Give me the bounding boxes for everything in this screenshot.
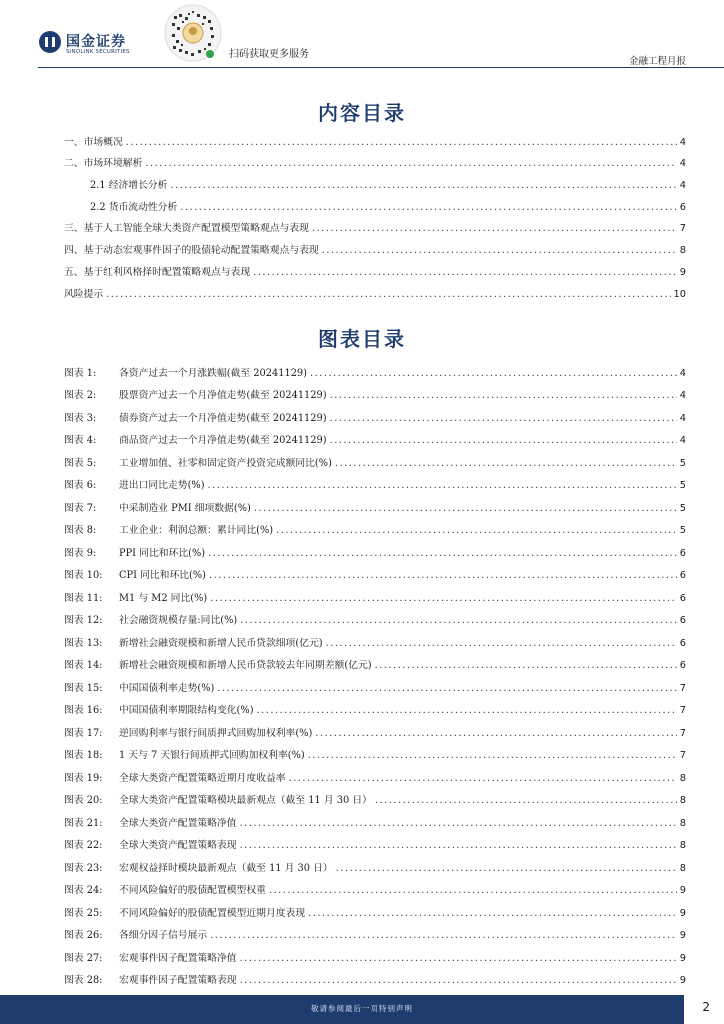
figure-entry[interactable] [64,537,686,560]
figure-entry-number: 图表 9: [64,547,97,559]
figure-entry[interactable] [64,380,686,403]
figure-entry-text [64,839,240,852]
figure-entry-label: 1 天与 7 天银行间质押式回购加权利率(%) [119,750,305,761]
figure-entry-page: 9 [679,975,686,986]
toc-leader-dots [269,884,677,897]
figure-entry-label: 商品资产过去一个月净值走势(截至 20241129) [119,435,327,446]
figure-entry-number: 图表 12: [64,615,103,626]
toc-entry[interactable] [64,279,686,301]
figure-entry-text [64,502,254,515]
figure-entry-number: 图表 25: [64,907,103,919]
figure-entry-label: 社会融资规模存量:同比(%) [119,615,238,626]
figure-entry[interactable] [64,425,686,448]
figure-entry-number: 图表 23: [64,862,103,874]
figure-entry-page: 7 [679,705,686,716]
figure-entry-text [64,637,326,650]
figure-entry-text [64,907,308,920]
toc-entry-page: 10 [673,288,686,300]
figure-entry-text [64,614,240,627]
toc-leader-dots [312,222,677,235]
figure-entry-page: 6 [679,570,686,581]
toc-leader-dots [170,179,676,192]
figure-entry-page: 9 [679,907,686,919]
toc-leader-dots [326,637,677,650]
toc-entry-label: 2.1 经济增长分析 [90,180,168,192]
figure-entry-label: 新增社会融资规模和新增人民币贷款细项(亿元) [119,637,323,649]
toc-leader-dots [330,412,677,425]
figure-entry-number: 图表 1: [64,367,97,379]
figure-entry-text [64,569,209,582]
figure-entry-label: M1 与 M2 同比(%) [119,592,208,604]
figure-entry-label: 中国国债利率走势(%) [119,682,215,694]
figures-title: 图表目录 [318,327,406,351]
figure-entry[interactable] [64,402,686,425]
toc-entry[interactable] [64,127,686,149]
figure-entry[interactable] [64,875,686,898]
header-divider [38,67,724,68]
figure-entry[interactable] [64,762,686,785]
figure-entry-label: 全球大类资产配置策略近期月度收益率 [119,772,286,784]
toc-entry-label: 五、基于红利风格择时配置策略观点与表现 [64,266,251,278]
figure-entry-page: 5 [679,502,686,514]
figure-entry-page: 6 [679,547,686,559]
figure-entry[interactable] [64,830,686,853]
figure-entry-page: 5 [679,480,686,491]
toc-entry[interactable] [64,235,686,257]
toc-entry-page: 7 [679,223,686,235]
figure-entry[interactable] [64,942,686,965]
figure-entry[interactable] [64,605,686,628]
figure-entry-number: 图表 28: [64,975,103,986]
figure-entry-text [64,862,336,875]
figure-entry-text [64,457,335,470]
figure-entry[interactable] [64,920,686,943]
report-type-label: 金融工程月报 [628,56,686,67]
page-number: 2 [702,1000,710,1014]
toc-leader-dots [126,136,677,149]
toc-entry-page: 8 [679,245,686,257]
figure-entry-page: 8 [679,772,686,784]
figure-entry-label: 新增社会融资规模和新增人民币贷款较去年同期差额(亿元) [119,660,372,671]
toc-leader-dots [240,839,677,852]
figure-entry-text [64,547,208,560]
figure-entry-label: PPI 同比和环比(%) [119,547,206,559]
figure-entry-page: 4 [679,390,686,401]
figure-entry-number: 图表 5: [64,457,97,469]
figure-entry[interactable] [64,582,686,605]
figure-entry[interactable] [64,492,686,515]
figure-entry-text [64,929,210,942]
footer-disclaimer: 敬请参阅最后一页特别声明 [311,1004,413,1013]
figure-entry-text [64,592,210,605]
figure-entry-text [64,772,289,785]
figure-entry-label: 全球大类资产配置策略净值 [119,817,237,829]
figure-entry-label: 各资产过去一个月涨跌幅(截至 20241129) [119,367,307,379]
toc-leader-dots [308,907,677,920]
figure-entry-page: 7 [679,682,686,694]
figure-entry-text [64,412,330,425]
toc-leader-dots [240,817,677,830]
toc-entry[interactable] [64,214,686,236]
figure-entry-label: 中采制造业 PMI 细项数据(%) [119,502,251,514]
figure-entry-page: 5 [679,525,686,536]
contents-list [64,127,686,301]
toc-entry-page: 4 [679,180,686,192]
figure-entry[interactable] [64,852,686,875]
figure-entry[interactable] [64,897,686,920]
figure-entry[interactable] [64,560,686,583]
figure-entry-number: 图表 26: [64,930,103,941]
figure-entry-page: 4 [679,435,686,446]
toc-leader-dots [180,201,676,214]
toc-leader-dots [310,367,677,380]
logo-english-name: SINOLINK SECURITIES [66,49,130,55]
toc-leader-dots [330,389,677,402]
qr-code-icon[interactable] [164,4,222,62]
toc-entry[interactable] [64,170,686,192]
toc-leader-dots [209,569,677,582]
toc-leader-dots [375,659,677,672]
logo-chinese-name: 国金证券 [66,34,126,50]
toc-entry-page: 9 [679,266,686,278]
figure-entry-text [64,794,375,807]
figure-entry[interactable] [64,627,686,650]
figure-entry-text [64,974,240,987]
figure-entry-text [64,817,240,830]
figure-entry-label: 不同风险偏好的股债配置模型近期月度表现 [119,907,306,919]
figure-entry-text [64,749,308,762]
figure-entry[interactable] [64,447,686,470]
figure-entry-page: 6 [679,615,686,626]
figure-entry-label: 中国国债利率期限结构变化(%) [119,705,254,716]
figure-entry-page: 6 [679,592,686,604]
figure-entry-text [64,389,330,402]
sinolink-logo [38,30,148,58]
figure-entry-number: 图表 8: [64,525,97,536]
toc-leader-dots [240,974,677,987]
toc-entry-label: 一、市场概况 [64,136,123,148]
toc-leader-dots [240,952,677,965]
figure-entry-text [64,367,310,380]
figure-entry-page: 9 [679,952,686,964]
toc-leader-dots [210,592,677,605]
page-header [0,0,724,70]
figure-entry-page: 4 [679,412,686,424]
toc-leader-dots [308,749,677,762]
figure-entry-label: 全球大类资产配置策略表现 [119,840,237,851]
sinolink-logo-icon [38,30,62,54]
figure-entry-page: 6 [679,637,686,649]
toc-leader-dots [210,929,677,942]
figure-entry-label: 全球大类资产配置策略模块最新观点（截至 11 月 30 日） [119,795,372,806]
figure-entry-text [64,682,217,695]
toc-leader-dots [375,794,677,807]
figure-entry-number: 图表 27: [64,952,103,964]
figure-entry-label: 股票资产过去一个月净值走势(截至 20241129) [119,390,327,401]
figure-entry-number: 图表 13: [64,637,103,649]
figure-entry-page: 7 [679,750,686,761]
toc-leader-dots [145,157,676,170]
figure-entry-page: 6 [679,660,686,671]
toc-entry-label: 2.2 货币流动性分析 [90,201,178,213]
toc-leader-dots [330,434,677,447]
figure-entry-text [64,479,208,492]
toc-entry-page: 6 [679,201,686,213]
figure-entry-page: 8 [679,817,686,829]
figure-entry-number: 图表 3: [64,412,97,424]
figure-entry-label: CPI 同比和环比(%) [119,570,207,581]
figure-entry-number: 图表 16: [64,705,103,716]
toc-leader-dots [254,502,677,515]
toc-leader-dots [335,457,677,470]
toc-leader-dots [315,727,676,740]
toc-entry-label: 二、市场环境解析 [64,158,143,170]
toc-leader-dots [276,524,677,537]
figure-entry-text [64,704,257,717]
figure-entry-number: 图表 15: [64,682,103,694]
toc-entry-label: 风险提示 [64,288,104,300]
figure-entry-number: 图表 14: [64,660,103,671]
figure-entry-number: 图表 20: [64,795,103,806]
figure-entry[interactable] [64,515,686,538]
figure-entry[interactable] [64,650,686,673]
toc-leader-dots [289,772,677,785]
figure-entry-number: 图表 21: [64,817,103,829]
figure-entry-text [64,727,315,740]
figure-entry[interactable] [64,785,686,808]
toc-entry-label: 三、基于人工智能全球大类资产配置模型策略观点与表现 [64,223,309,235]
figure-entry-page: 7 [679,727,686,739]
figure-entry[interactable] [64,672,686,695]
figure-entry-number: 图表 22: [64,840,103,851]
qr-caption: 扫码获取更多服务 [229,49,309,60]
figures-list [64,357,686,987]
toc-leader-dots [217,682,676,695]
figure-entry[interactable] [64,807,686,830]
figure-entry-page: 5 [679,457,686,469]
figure-entry-page: 4 [679,367,686,379]
figure-entry[interactable] [64,695,686,718]
toc-leader-dots [253,266,677,279]
figure-entry-label: 不同风险偏好的股债配置模型权重 [119,885,266,896]
figure-entry-text [64,659,375,672]
toc-entry[interactable] [64,192,686,214]
figure-entry-label: 债券资产过去一个月净值走势(截至 20241129) [119,412,327,424]
figure-entry-text [64,524,276,537]
figure-entry-number: 图表 18: [64,750,103,761]
figure-entry[interactable] [64,357,686,380]
figure-entry-text [64,952,240,965]
figure-entry-number: 图表 11: [64,592,103,604]
figure-entry-page: 8 [679,840,686,851]
figure-entry-label: 宏观事件因子配置策略净值 [119,952,237,964]
figure-entry-label: 宏观权益择时模块最新观点（截至 11 月 30 日） [119,862,333,874]
figure-entry-label: 工业企业：利润总额：累计同比(%) [119,525,274,536]
figure-entry-number: 图表 19: [64,772,103,784]
contents-title: 内容目录 [318,101,406,125]
toc-leader-dots [336,862,677,875]
figure-entry[interactable] [64,470,686,493]
figure-entry[interactable] [64,717,686,740]
figure-entry-number: 图表 10: [64,570,103,581]
figure-entry-label: 各细分因子信号展示 [119,930,208,941]
toc-leader-dots [240,614,677,627]
figure-entry[interactable] [64,740,686,763]
figure-entry-number: 图表 7: [64,502,97,514]
figure-entry-number: 图表 4: [64,435,97,446]
figure-entry-number: 图表 6: [64,480,97,491]
figure-entry-page: 8 [679,795,686,806]
figure-entry-number: 图表 17: [64,727,103,739]
toc-entry-label: 四、基于动态宏观事件因子的股债轮动配置策略观点与表现 [64,245,319,257]
toc-entry-page: 4 [679,158,686,170]
toc-leader-dots [208,547,677,560]
toc-leader-dots [322,244,677,257]
toc-leader-dots [106,288,670,301]
figure-entry-label: 工业增加值、社零和固定资产投资完成额同比(%) [119,457,332,469]
figure-entry-label: 宏观事件因子配置策略表现 [119,975,237,986]
figure-entry-page: 9 [679,885,686,896]
figure-entry-text [64,884,269,897]
figure-entry-page: 8 [679,862,686,874]
toc-leader-dots [208,479,677,492]
toc-entry-page: 4 [679,136,686,148]
toc-leader-dots [257,704,677,717]
figure-entry-page: 9 [679,930,686,941]
figure-entry[interactable] [64,965,686,988]
figure-entry-number: 图表 24: [64,885,103,896]
figure-entry-label: 逆回购利率与银行间质押式回购加权利率(%) [119,727,313,739]
figure-entry-label: 进出口同比走势(%) [119,480,205,491]
figure-entry-text [64,434,330,447]
toc-entry[interactable] [64,149,686,171]
figure-entry-number: 图表 2: [64,390,97,401]
toc-entry[interactable] [64,257,686,279]
